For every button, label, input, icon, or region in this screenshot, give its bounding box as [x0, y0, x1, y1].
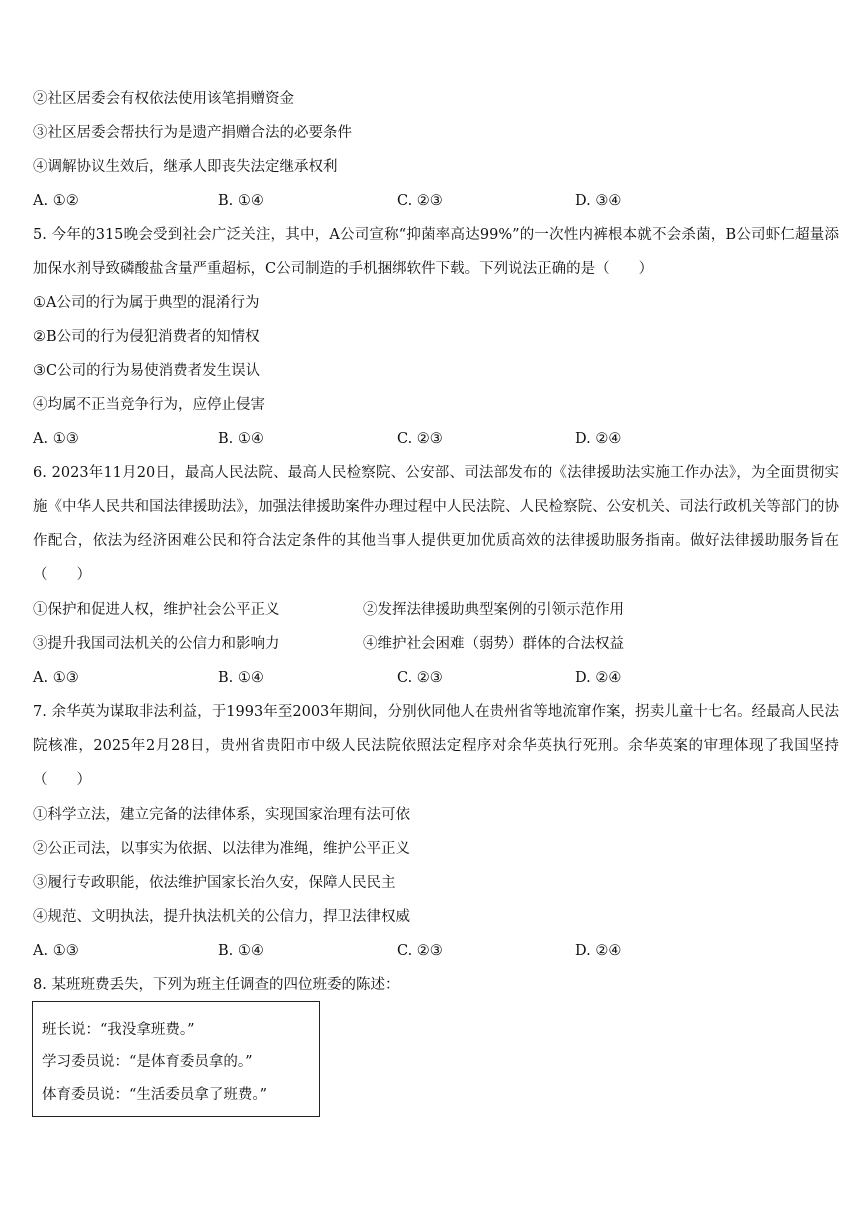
- q7-stem: 7. 余华英为谋取非法利益，于1993年至2003年期间，分别伙同他人在贵州省等地流窜作案，拐卖儿童十七名。经最高人民法院核准，2025年2月28日，贵州省贵阳市中级人民法院依照法定程序对余华英执行死刑。余华英案的审理体现了我国坚持（ ）: [33, 704, 839, 788]
- q8-box-line-1: 班长说：“我没拿班费。”: [42, 1022, 195, 1038]
- q8-box-line-3: 体育委员说：“生活委员拿了班费。”: [42, 1087, 268, 1103]
- q8-statement-box: [32, 1001, 320, 1117]
- q7-statement-1: ①科学立法，建立完备的法律体系，实现国家治理有法可依: [33, 807, 410, 823]
- q7-option-c[interactable]: C. ②③: [397, 943, 443, 959]
- q8-stem: 8. 某班班费丢失，下列为班主任调查的四位班委的陈述：: [33, 977, 400, 993]
- q5-option-a[interactable]: A. ①③: [33, 431, 79, 447]
- q5-option-d[interactable]: D. ②④: [575, 431, 622, 447]
- q6-statement-1: ①保护和促进人权，维护社会公平正义: [33, 602, 280, 618]
- q6-option-c[interactable]: C. ②③: [397, 670, 443, 686]
- q6-option-d[interactable]: D. ②④: [575, 670, 622, 686]
- q5-statement-3: ③C公司的行为易使消费者发生误认: [33, 363, 261, 379]
- q5-option-b[interactable]: B. ①④: [218, 431, 264, 447]
- q5-statement-1: ①A公司的行为属于典型的混淆行为: [33, 295, 260, 311]
- q6-statements-row-1: [33, 600, 839, 620]
- q6-statements-row-2: [33, 634, 839, 654]
- q6-option-a[interactable]: A. ①③: [33, 670, 79, 686]
- q7-statement-3: ③履行专政职能，依法维护国家长治久安，保障人民民主: [33, 875, 396, 891]
- q8-box-line-2: 学习委员说：“是体育委员拿的。”: [42, 1054, 253, 1070]
- q6-options: [33, 668, 839, 688]
- q5-stem: 5. 今年的315晚会受到社会广泛关注，其中，A公司宣称“抑菌率高达99%”的一次性内裤根本就不会杀菌，B公司虾仁超量添加保水剂导致磷酸盐含量严重超标，C公司制造的手机捆绑软件下载。下列说法正确的是（ ）: [33, 227, 839, 277]
- q7-option-a[interactable]: A. ①③: [33, 943, 79, 959]
- q4-statement-3: ③社区居委会帮扶行为是遗产捐赠合法的必要条件: [33, 125, 352, 141]
- q6-statement-3: ③提升我国司法机关的公信力和影响力: [33, 636, 280, 652]
- q7-statement-4: ④规范、文明执法，提升执法机关的公信力，捍卫法律权威: [33, 909, 410, 925]
- q6-statement-2: ②发挥法律援助典型案例的引领示范作用: [363, 602, 624, 618]
- q6-statement-4: ④维护社会困难（弱势）群体的合法权益: [363, 636, 624, 652]
- q4-option-b[interactable]: B. ①④: [218, 193, 264, 209]
- q5-options: [33, 429, 839, 449]
- q7-option-b[interactable]: B. ①④: [218, 943, 264, 959]
- q4-option-c[interactable]: C. ②③: [397, 193, 443, 209]
- q7-statement-2: ②公正司法，以事实为依据、以法律为准绳，维护公平正义: [33, 841, 410, 857]
- q5-statement-4: ④均属不正当竞争行为，应停止侵害: [33, 397, 265, 413]
- q5-option-c[interactable]: C. ②③: [397, 431, 443, 447]
- q4-option-a[interactable]: A. ①②: [33, 193, 79, 209]
- q6-option-b[interactable]: B. ①④: [218, 670, 264, 686]
- q7-option-d[interactable]: D. ②④: [575, 943, 622, 959]
- q6-stem: 6. 2023年11月20日，最高人民法院、最高人民检察院、公安部、司法部发布的《法律援助法实施工作办法》，为全面贯彻实施《中华人民共和国法律援助法》，加强法律援助案件办理过程中人民法院、人民检察院、公安机关、司法行政机关等部门的协作配合，依法为经济困难公民和符合法定条件的其他当事人提供更加优质高效的法律援助服务指南。做好法律援助服务旨在（ ）: [33, 465, 839, 583]
- q5-statement-2: ②B公司的行为侵犯消费者的知情权: [33, 329, 260, 345]
- q4-options: [33, 191, 839, 211]
- q4-statement-2: ②社区居委会有权依法使用该笔捐赠资金: [33, 91, 294, 107]
- q4-option-d[interactable]: D. ③④: [575, 193, 622, 209]
- q4-statement-4: ④调解协议生效后，继承人即丧失法定继承权利: [33, 159, 338, 175]
- q7-options: [33, 941, 839, 961]
